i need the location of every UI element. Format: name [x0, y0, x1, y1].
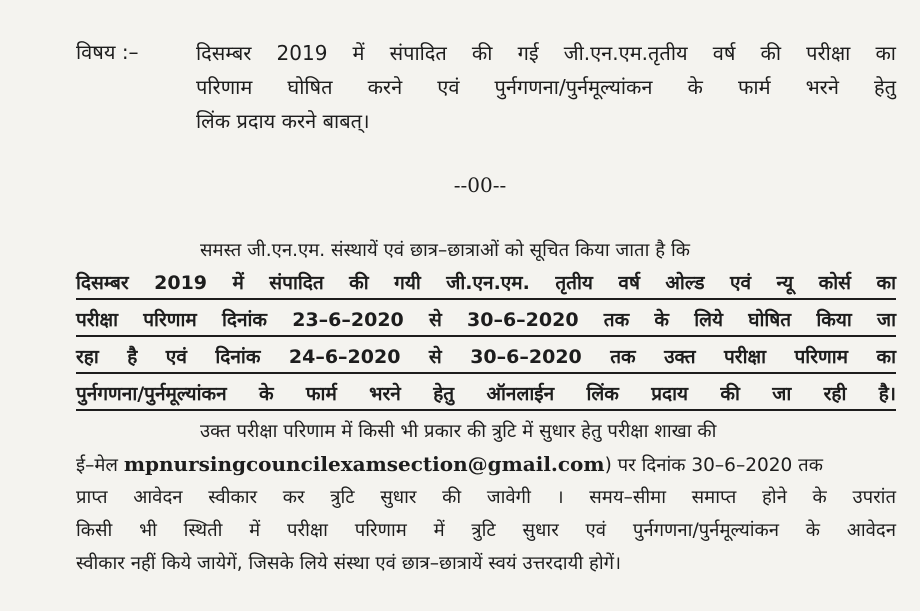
email-line: [76, 448, 896, 481]
bold-announcement-line: परीक्षा परिणाम दिनांक 23–6–2020 से 30–6–2020 तक के लिये घोषित किया जा: [76, 304, 896, 337]
notice-body: [76, 234, 896, 580]
bold-announcement-line: पुर्नगणना/पुर्नमूल्यांकन के फार्म भरने हेतु ऑनलाईन लिंक प्रदाय की जा रही है।: [76, 378, 896, 411]
subject-line: दिसम्बर 2019 में संपादित की गई जी.एन.एम.तृतीय वर्ष की परीक्षा का: [196, 41, 896, 65]
subject-line: लिंक प्रदाय करने बाबत्।: [196, 109, 370, 133]
bold-announcement-line: दिसम्बर 2019 में संपादित की गयी जी.एन.एम. तृतीय वर्ष ओल्ड एवं न्यू कोर्स का: [76, 267, 896, 300]
intro-line: समस्त जी.एन.एम. संस्थायें एवं छात्र–छात्राओं को सूचित किया जाता है कि: [200, 240, 690, 261]
bold-announcement-line: रहा है एवं दिनांक 24–6–2020 से 30–6–2020 तक उक्त परीक्षा परिणाम का: [76, 341, 896, 374]
email-address: mpnursingcouncilexamsection@gmail.com: [123, 452, 605, 476]
subject-text: [196, 36, 896, 138]
paragraph-line: प्राप्त आवेदन स्वीकार कर त्रुटि सुधार की जावेगी । समय–सीमा समाप्त होने के उपरांत: [76, 487, 896, 508]
email-prefix: ई–मेल: [76, 455, 118, 476]
section-separator: --00--: [453, 173, 507, 197]
email-suffix: ) पर दिनांक 30–6–2020 तक: [604, 455, 823, 476]
subject-label: विषय :–: [76, 40, 139, 64]
paragraph-line: स्वीकार नहीं किये जायेगें, जिसके लिये संस्था एवं छात्र–छात्रायें स्वयं उत्तरदायी होगें।: [76, 553, 622, 574]
paragraph-line: उक्त परीक्षा परिणाम में किसी भी प्रकार की त्रुटि में सुधार हेतु परीक्षा शाखा की: [200, 421, 717, 442]
subject-line: परिणाम घोषित करने एवं पुर्नगणना/पुर्नमूल्यांकन के फार्म भरने हेतु: [196, 75, 896, 99]
paragraph-line: किसी भी स्थिती में परीक्षा परिणाम में त्रुटि सुधार एवं पुर्नगणना/पुर्नमूल्यांकन के आवेदन: [76, 520, 896, 541]
